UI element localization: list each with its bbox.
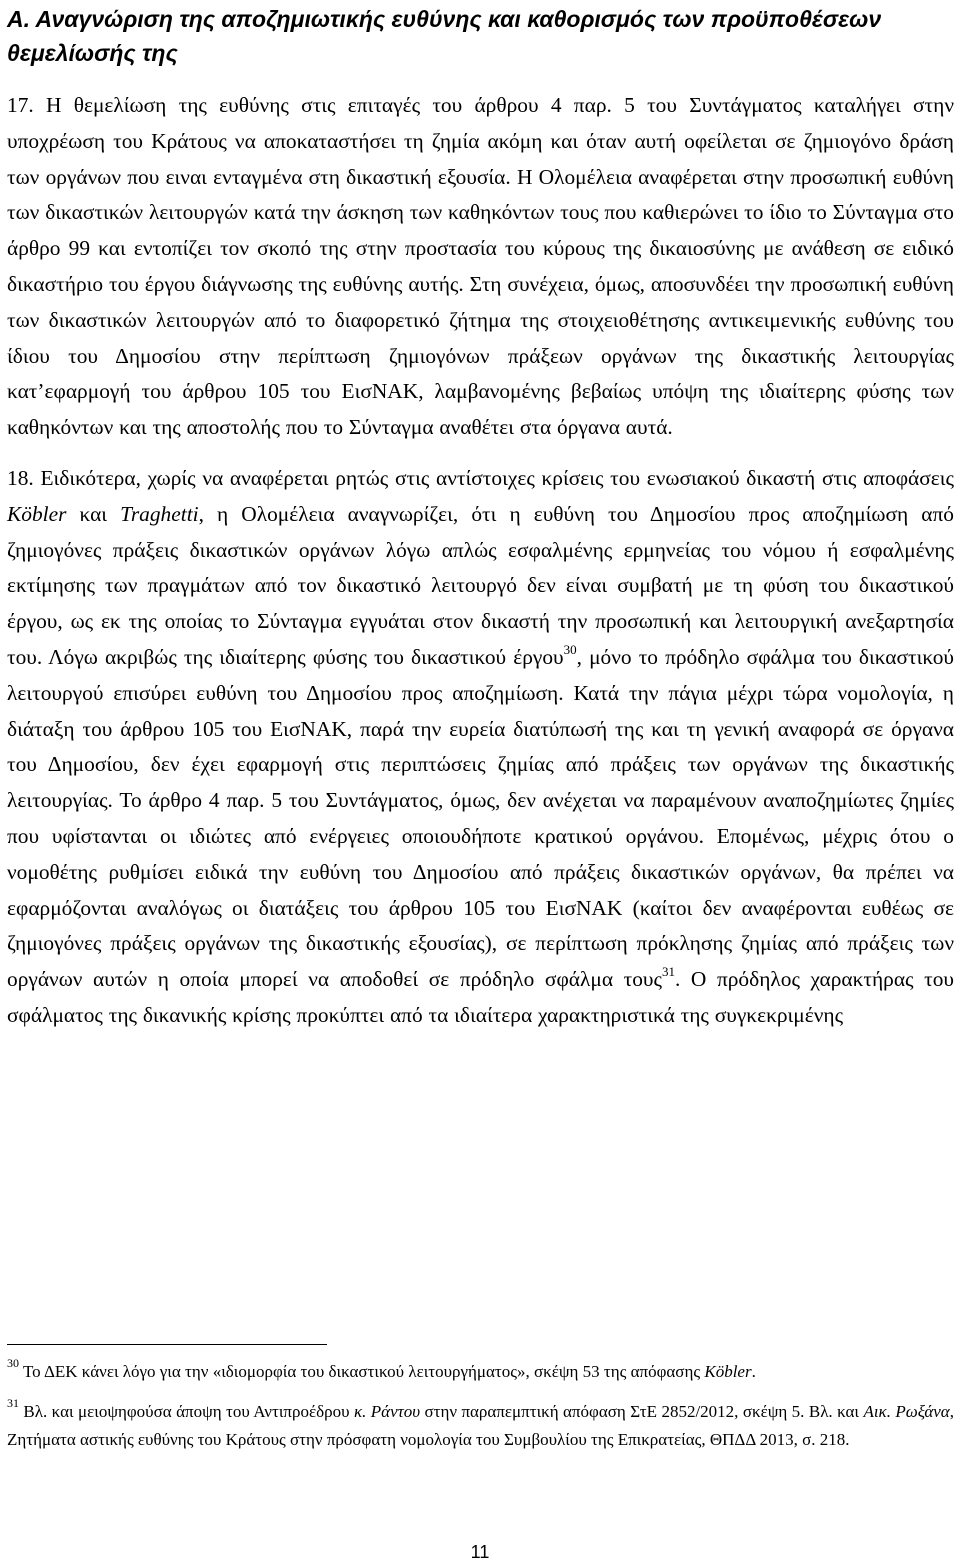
paragraph-18 [7, 461, 954, 1034]
footnote-30 [7, 1358, 954, 1386]
footnote-separator [7, 1344, 327, 1345]
footnote-text: στην παραπεμπτική απόφαση ΣτΕ 2852/2012, σκέψη 5. Βλ. και [420, 1402, 864, 1421]
page-number: 11 [470, 1542, 490, 1562]
paragraph-18-text: , η Ολομέλεια αναγνωρίζει, ότι η ευθύνη του Δημοσίου προς αποζημίωση από ζημιογόνες πράξεις δικαστικών οργάνων λόγω απλώς εσφαλμένης ερμηνείας του νόμου ή εσφαλμένης εκτίμησης των πραγμάτων από τον δικαστικό λειτουργό δεν είναι συμβατή με τη φύση του δικαστικού έργου, ως εκ της οποίας το Σύνταγμα εγγυάται στον δικαστή την προσωπική και λειτουργική ανεξαρτησία του. Λόγω ακριβώς της ιδιαίτερης φύσης του δικαστικού έργου [7, 501, 955, 669]
paragraph-18-text: , μόνο το πρόδηλο σφάλμα του δικαστικού λειτουργού επισύρει ευθύνη του Δημοσίου προς αποζημίωση. Κατά την πάγια μέχρι τώρα νομολογία, η διάταξη του άρθρου 105 του ΕισΝΑΚ, παρά την ευρεία διατύπωσή της και τη γενική αναφορά σε όργανα του Δημοσίου, δεν έχει εφαρμογή στις περιπτώσεις ζημίας από πράξεις των οργάνων της δικαστικής λειτουργίας. Το άρθρο 4 παρ. 5 του Συντάγματος, όμως, δεν ανέχεται να παραμένουν αναποζημίωτες ζημίες που υφίστανται οι ιδιώτες από ενέργειες οποιουδήποτε κρατικού οργάνου. Επομένως, μέχρις ότου ο νομοθέτης ρυθμίσει ειδικά την ευθύνη του Δημοσίου από πράξεις δικαστικών οργάνων, θα πρέπει να εφαρμόζονται αναλόγως οι διατάξεις του άρθρου 105 του ΕισΝΑΚ (καίτοι δεν αναφέρονται ευθέως σε ζημιογόνες πράξεις οργάνων της δικαστικής εξουσίας), σε περίπτωση πρόκλησης ζημίας από πράξεις των οργάνων αυτών η οποία μπορεί να αποδοθεί σε πρόδηλο σφάλμα τους [7, 644, 954, 992]
person-name: κ. Ράντου [353, 1402, 421, 1421]
footnote-ref-30[interactable]: 30 [563, 641, 577, 657]
footnote-text: . [751, 1362, 756, 1381]
person-name: Αικ. Ρωξάνα [863, 1402, 950, 1421]
footnote-text: , Ζητήματα αστικής ευθύνης του Κράτους στην πρόσφατη νομολογία του Συμβουλίου της Επικρατείας, ΘΠΔΔ 2013, σ. 218. [7, 1402, 954, 1449]
paragraph-18-text: και [66, 501, 121, 526]
footnote-text: Βλ. και μειοψηφούσα άποψη του Αντιπροέδρου [19, 1402, 354, 1421]
case-name-kobler: Köbler [704, 1362, 752, 1381]
footnote-number: 31 [7, 1396, 19, 1411]
footnote-31 [7, 1398, 954, 1454]
footnote-number: 30 [7, 1356, 19, 1371]
footnotes [7, 1358, 954, 1454]
footnote-ref-31[interactable]: 31 [661, 964, 675, 979]
paragraph-18-text: 18. Ειδικότερα, χωρίς να αναφέρεται ρητώς στις αντίστοιχες κρίσεις του ενωσιακού δικαστή στις αποφάσεις [7, 465, 954, 490]
footnote-text: Το ΔΕΚ κάνει λόγο για την «ιδιομορφία του δικαστικού λειτουργήματος», σκέψη 53 της απόφασης [19, 1362, 705, 1381]
paragraph-18-text: . Ο πρόδηλος χαρακτήρας του σφάλματος της δικανικής κρίσης προκύπτει από τα ιδιαίτερα χαρακτηριστικά της συγκεκριμένης [7, 967, 954, 1027]
case-name-traghetti: Traghetti [120, 501, 199, 526]
paragraph-17: 17. Η θεμελίωση της ευθύνης στις επιταγές του άρθρου 4 παρ. 5 του Συντάγματος καταλήγει στην υποχρέωση του Κράτους να αποκαταστήσει τη ζημία ακόμη και όταν αυτή οφείλεται σε ζημιογόνο δράση των οργάνων που ειναι ενταγμένα στη δικαστική εξουσία. Η Ολομέλεια αναφέρεται στην προσωπική ευθύνη των δικαστικών λειτουργών κατά την άσκηση των καθηκόντων τους που καθιερώνει το ίδιο το Σύνταγμα στο άρθρο 99 και εντοπίζει τον σκοπό της στην προστασία του κύρους της δικαιοσύνης με ανάθεση σε ειδικό δικαστήριο του έργου διάγνωσης της ευθύνης αυτής. Στη συνέχεια, όμως, αποσυνδέει την προσωπική ευθύνη των δικαστικών λειτουργών από το διαφορετικό ζήτημα της στοιχειοθέτησης αντικειμενικής ευθύνης του ίδιου του Δημοσίου στην περίπτωση ζημιογόνων πράξεων οργάνων της δικαστικής λειτουργίας κατ’εφαρμογή του άρθρου 105 του ΕισΝΑΚ, λαμβανομένης βεβαίως υπόψη της ιδιαίτερης φύσης των καθηκόντων και της αποστολής που το Σύνταγμα αναθέτει στα όργανα αυτά. [7, 93, 954, 440]
section-heading: Α. Αναγνώριση της αποζημιωτικής ευθύνης και καθορισμός των προϋποθέσεων θεμελίωσής της [7, 6, 882, 66]
case-name-kobler: Köbler [7, 501, 67, 526]
